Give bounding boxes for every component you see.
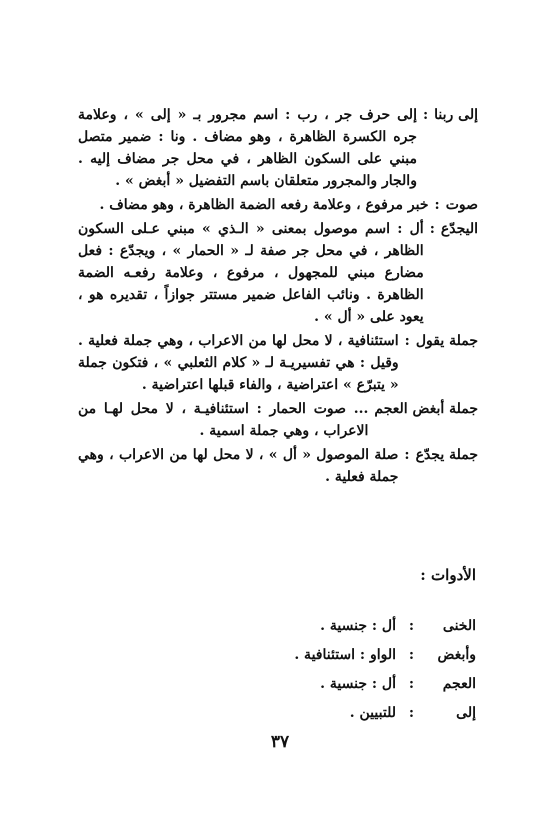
tool-key: الخنى — [442, 618, 476, 634]
entry-key: جملة يجدّع — [415, 447, 478, 463]
tool-colon: : — [408, 647, 414, 663]
tool-colon: : — [408, 705, 414, 721]
entry-colon: : — [404, 333, 410, 349]
tools-list — [176, 612, 476, 728]
tool-key: العجم — [442, 676, 476, 692]
entry-key: جملة أبغض العجم — [374, 401, 478, 417]
entry-key: جملة يقول — [415, 333, 478, 349]
tool-row — [176, 641, 476, 670]
tool-row — [176, 670, 476, 699]
tool-row — [176, 699, 476, 728]
entry-text: صلة الموصول « أل » ، لا محل لها من الاعراب ، وهي جملة فعلية . — [78, 447, 399, 485]
entry-colon: : — [422, 107, 429, 123]
entry-text: إلى حرف جر ، رب : اسم مجرور بـ « إلى » ، وعلامة جره الكسرة الظاهرة ، وهو مضاف . ونا : ضمير متصل مبني على السكون الظاهر ، في محل جر مضاف إليه . والجار والمجرور متعلقان باسم التفضيل « أبغض » . — [78, 107, 417, 189]
tools-heading: الأدوات : — [420, 566, 476, 584]
entry-text: ... صوت الحمار : استئنافيـة ، لا محل لهـا من الاعراب ، وهي جملة اسمية . — [78, 401, 369, 439]
entry-jumlat-abghad — [78, 398, 478, 442]
tool-colon: : — [408, 618, 414, 634]
entry-text: أل : اسم موصول بمعنى « الـذي » مبني عـلى السكون الظاهر ، في محل جر صفة لـ « الحمار » ، ويجدّع : فعل مضارع مبني للمجهول ، مرفوع ، وعلامة رفعـه الضمة الظاهرة . ونائب الفاعل ضمير مستتر جوازاً ، تقديره هو ، يعود على « أل » . — [78, 221, 424, 325]
entry-jumlat-yaqul — [78, 330, 478, 396]
page-number: ٣٧ — [270, 732, 290, 752]
entry-key: صوت — [445, 197, 478, 213]
tool-row — [176, 612, 476, 641]
entry-key: اليجدّع — [440, 221, 478, 237]
tool-key: إلى — [456, 705, 476, 721]
entry-text: استئنافية ، لا محل لها من الاعراب ، وهي جملة فعلية . وقيل : هي تفسيريـة لـ « كلام الثعلبي » ، فتكون جملة « يتبرّع » اعتراضية ، والفاء قبلها اعتراضية . — [78, 333, 399, 393]
entry-text: خبر مرفوع ، وعلامة رفعه الضمة الظاهرة ، وهو مضاف . — [99, 197, 429, 213]
entry-colon: : — [429, 221, 435, 237]
tool-value: أل : جنسية . — [320, 676, 396, 692]
grammar-entries — [78, 104, 478, 490]
tool-value: أل : جنسية . — [320, 618, 396, 634]
entry-sawt — [78, 194, 478, 216]
entry-colon: : — [434, 197, 440, 213]
entry-ila-rabbina — [78, 104, 478, 192]
entry-colon: : — [404, 447, 410, 463]
tool-value: للتبيين . — [349, 705, 396, 721]
tool-colon: : — [408, 676, 414, 692]
entry-alyujadda — [78, 218, 478, 328]
tool-key: وأبغض — [437, 647, 476, 663]
tool-value: الواو : استئنافية . — [294, 647, 396, 663]
entry-key: إلى ربنا — [434, 107, 478, 123]
entry-jumlat-yujadda — [78, 444, 478, 488]
